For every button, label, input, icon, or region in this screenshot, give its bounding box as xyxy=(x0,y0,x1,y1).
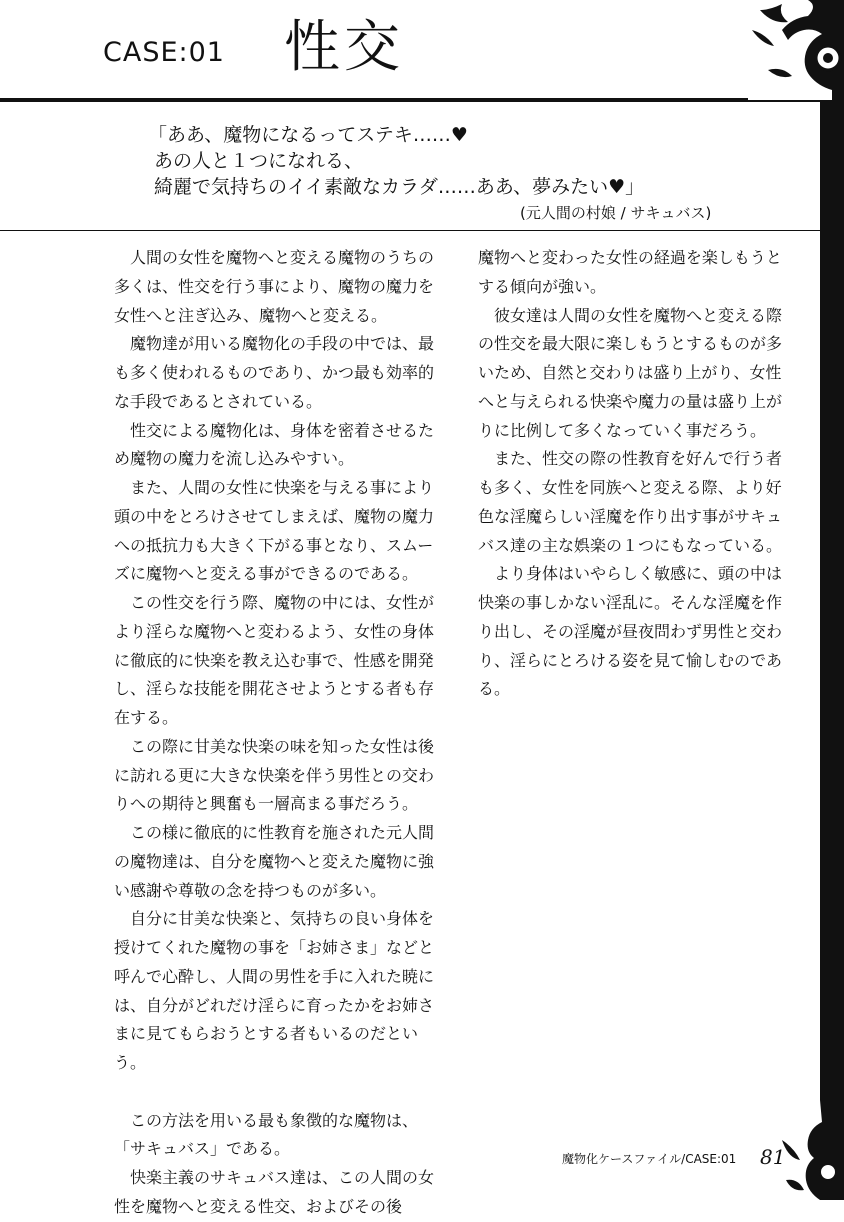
quote-line: あの人と１つになれる、 xyxy=(154,150,364,172)
paragraph: この性交を行う際、魔物の中には、女性がより淫らな魔物へと変わるよう、女性の身体に徹底的に快楽を教え込む事で、性感を開発し、淫らな技能を開花させようとする者も存在する。 xyxy=(114,593,435,727)
body-column-right xyxy=(478,244,790,704)
paragraph: 人間の女性を魔物へと変える魔物のうちの多くは、性交を行う事により、魔物の魔力を女性へと注ぎ込み、魔物へと変える。 xyxy=(114,248,435,325)
paragraph: 魔物達が用いる魔物化の手段の中では、最も多く使われるものであり、かつ最も効率的な手段であるとされている。 xyxy=(114,334,435,411)
paragraph: この際に甘美な快楽の味を知った女性は後に訪れる更に大きな快楽を伴う男性との交わりへの期待と興奮も一層高まる事だろう。 xyxy=(114,736,435,814)
chapter-title: 性交 xyxy=(284,15,404,80)
bottom-ornament-icon xyxy=(778,1100,844,1200)
paragraph: より身体はいやらしく敏感に、頭の中は快楽の事しかない淫乱に。そんな淫魔を作り出し、その淫魔が昼夜問わず男性と交わり、淫らにとろける姿を見て愉しむのである。 xyxy=(478,564,783,699)
paragraph-spacer xyxy=(114,1078,436,1107)
right-border-frame xyxy=(820,98,844,1200)
paragraph: 快楽主義のサキュバス達は、この人間の女性を魔物へと変える性交、およびその後 xyxy=(114,1168,435,1216)
paragraph: 自分に甘美な快楽と、気持ちの良い身体を授けてくれた魔物の事を「お姉さま」などと呼んで心酔し、人間の男性を手に入れた暁には、自分がどれだけ淫らに育ったかをお姉さまに見てもらおうとする者もいるのだという。 xyxy=(114,909,435,1072)
paragraph: 魔物へと変わった女性の経過を楽しもうとする傾向が強い。 xyxy=(478,248,782,296)
top-ornament-icon xyxy=(748,0,844,100)
page-number: 81 xyxy=(760,1145,786,1169)
paragraph: 性交による魔物化は、身体を密着させるため魔物の魔力を流し込みやすい。 xyxy=(114,420,435,469)
divider xyxy=(0,230,820,231)
paragraph: この様に徹底的に性教育を施された元人間の魔物達は、自分を魔物へと変えた魔物に強い感謝や尊敬の念を持つものが多い。 xyxy=(114,823,435,900)
body-column-left xyxy=(114,244,436,1222)
quote-source: (元人間の村娘 / サキュバス) xyxy=(520,204,712,222)
paragraph: また、人間の女性に快楽を与える事により頭の中をとろけさせてしまえば、魔物の魔力への抵抗力も大きく下がる事となり、スムーズに魔物へと変える事ができるのである。 xyxy=(114,478,435,584)
quote-line: 綺麗で気持ちのイイ素敵なカラダ……ああ、夢みたい♥」 xyxy=(154,176,645,198)
header-bar xyxy=(0,0,844,102)
case-label: CASE:01 xyxy=(103,37,225,68)
paragraph: また、性交の際の性教育を好んで行う者も多く、女性を同族へと変える際、より好色な淫魔らしい淫魔を作り出す事がサキュバス達の主な娯楽の１つにもなっている。 xyxy=(478,449,783,555)
running-footer: 魔物化ケースファイル/CASE:01 xyxy=(562,1152,737,1166)
paragraph: この方法を用いる最も象徴的な魔物は、「サキュバス」である。 xyxy=(114,1110,419,1159)
quote-line: 「ああ、魔物になるってステキ……♥ xyxy=(148,124,468,146)
epigraph-quote xyxy=(148,122,788,222)
paragraph: 彼女達は人間の女性を魔物へと変える際の性交を最大限に楽しもうとするものが多いため、自然と交わりは盛り上がり、女性へと与えられる快楽や魔力の量は盛り上がりに比例して多くなっていく事だろう。 xyxy=(478,305,783,440)
